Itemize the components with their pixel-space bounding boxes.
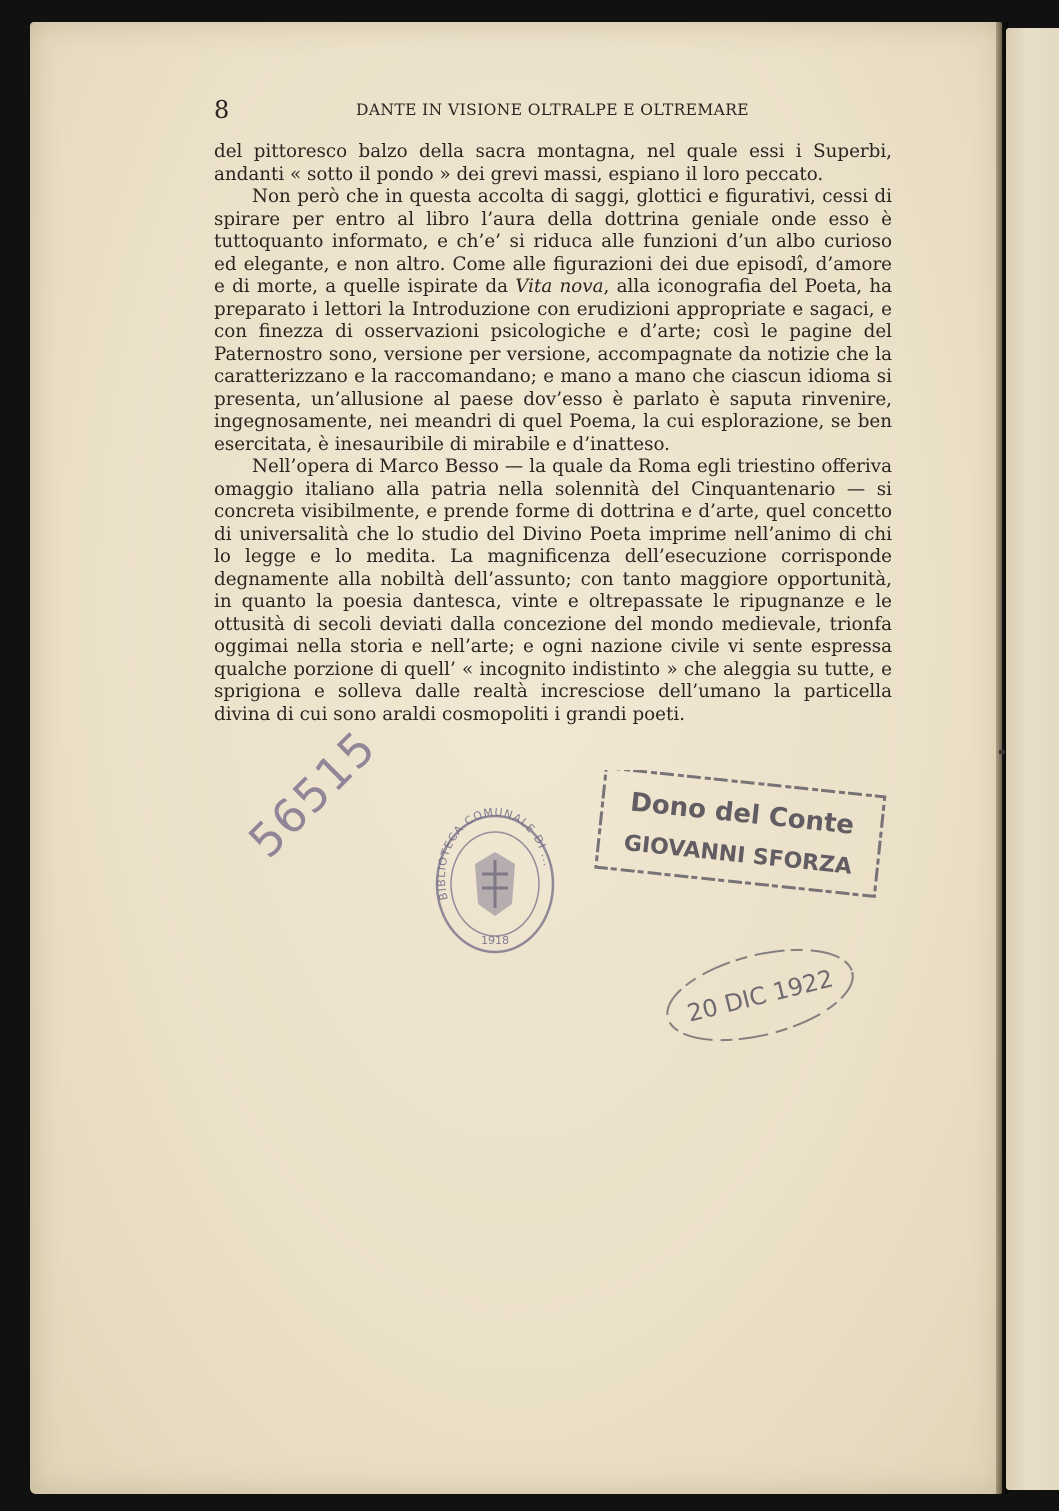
paragraph-2-text-a: Non però che in questa accolta di saggi, glottici e figurativi, cessi di spirare per entro al libro l’aura della dottrina geniale onde esso è tuttoquanto informato, e ch’e’ si riduca alle funzioni d’un albo curioso ed elegante, e non altro. Come alle figurazioni dei due episodî, d’amore e di morte, a quelle ispirate da [214,186,892,297]
running-title: DANTE IN VISIONE OLTRALPE E OLTREMARE [356,101,749,119]
paragraph-3: Nell’opera di Marco Besso — la quale da Roma egli triestino offeriva omaggio italiano alla patria nella solennità del Cinquantenario — si concreta visibilmente, e prende forme di dottrina e d’arte, quel concetto di universalità che lo studio del Divino Poeta imprime nell’animo di chi lo legge e lo medita. La magnificenza dell’esecuzione corrisponde degnamente alla nobiltà dell’assunto; con tanto maggiore opportunità, in quanto la poesia dantesca, vinte e oltrepassate le ripugnanze e le ottusità di secoli deviati dalla concezione del mondo medievale, trionfa oggimai nella storia e nell’arte; e ogni nazione civile vi sente espressa qualche porzione di quell’ « incognito indistinto » che aleggia su tutte, e sprigiona e solleva dalle realtà incresciose dell’umano la particella divina di cui sono araldi cosmopoliti i grandi poeti. [214,456,892,725]
inventory-number-stamp: 56515 [238,719,387,869]
next-page-edge [1006,28,1059,1490]
date-stamp [660,940,860,1050]
paragraph-2-italic-title: Vita nova [515,276,604,297]
paragraph-1: del pittoresco balzo della sacra montagna, nel quale essi i Superbi, andanti « sotto il pondo » dei grevi massi, espiano il loro peccato. [214,141,892,185]
date-stamp-text: 20 DIC 1922 [684,964,837,1028]
donor-stamp-line-1: Dono del Conte [628,787,856,841]
running-header [214,96,894,126]
library-seal-stamp [430,804,560,954]
page-number: 8 [214,96,230,124]
donor-stamp-line-2: GIOVANNI SFORZA [622,830,854,880]
paragraph-2-text-b: , alla iconografia del Poeta, ha preparato i lettori la Introduzione con erudizioni appropriate e sagaci, e con finezza di osservazioni psicologiche e d’arte; così le pagine del Paternostro sono, versione per versione, accompagnate da notizie che la caratterizzano e la raccomandano; e mano a mano che ciascun idioma si presenta, un’allusione al paese dov’esso è parlato è saputa rinvenire, ingegnosamente, nei meandri di quel Poema, la cui esplorazione, se ben esercitata, è inesauribile di mirabile e d’inatteso. [214,276,892,455]
donor-stamp [590,770,890,900]
body-text [214,141,892,726]
paragraph-2 [214,186,892,456]
seal-circular-text: BIBLIOTECA COMUNALE DI ... [434,805,555,902]
page-edge-mark [997,745,1007,775]
seal-year: 1918 [481,934,509,947]
